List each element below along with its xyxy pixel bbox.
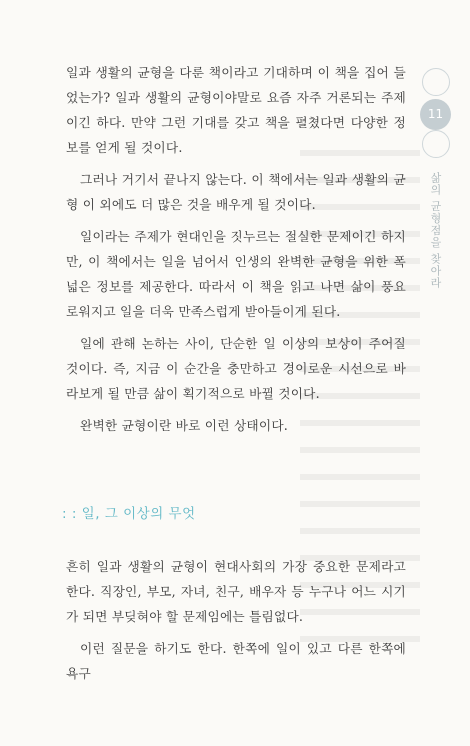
body-text-top <box>66 60 406 445</box>
paragraph: 일에 관해 논하는 사이, 단순한 일 이상의 보상이 주어질 것이다. 즉, 지금 이 순간을 충만하고 경이로운 시선으로 바라보게 될 만큼 삶이 획기적으로 바뀔 것이다. <box>66 336 406 401</box>
side-rail <box>410 68 460 328</box>
paragraph: 완벽한 균형이란 바로 이런 상태이다. <box>80 418 289 433</box>
running-title: 삶의 균형점을 찾아라 <box>429 172 442 289</box>
paragraph: 일이라는 주제가 현대인을 짓누르는 절실한 문제이긴 하지만, 이 책에서는 일을 넘어서 인생의 완벽한 균형을 위한 폭넓은 정보를 제공한다. 따라서 이 책을 읽고 나면 삶이 풍요로워지고 일을 더욱 만족스럽게 받아들이게 된다. <box>66 229 406 319</box>
decorative-circle-icon <box>422 130 450 158</box>
section-heading: : : 일, 그 이상의 무엇 <box>62 506 196 522</box>
paragraph: 이런 질문을 하기도 한다. 한쪽에 일이 있고 다른 한쪽에 욕구 <box>66 641 406 681</box>
paragraph: 흔히 일과 생활의 균형이 현대사회의 가장 중요한 문제라고 한다. 직장인, 부모, 자녀, 친구, 배우자 등 누구나 어느 시기가 되면 부딪혀야 할 문제임에는 틀림없다. <box>66 559 406 624</box>
body-text-bottom <box>66 554 406 693</box>
paragraph: 그러나 거기서 끝나지 않는다. 이 책에서는 일과 생활의 균형 이 외에도 더 많은 것을 배우게 될 것이다. <box>66 172 406 212</box>
decorative-circle-icon <box>422 68 450 96</box>
page-number: 11 <box>420 99 451 130</box>
paragraph: 일과 생활의 균형을 다룬 책이라고 기대하며 이 책을 집어 들었는가? 일과 생활의 균형이야말로 요즘 자주 거론되는 주제이긴 하다. 만약 그런 기대를 갖고 책을 펼쳤다면 다양한 정보를 얻게 될 것이다. <box>66 65 406 155</box>
